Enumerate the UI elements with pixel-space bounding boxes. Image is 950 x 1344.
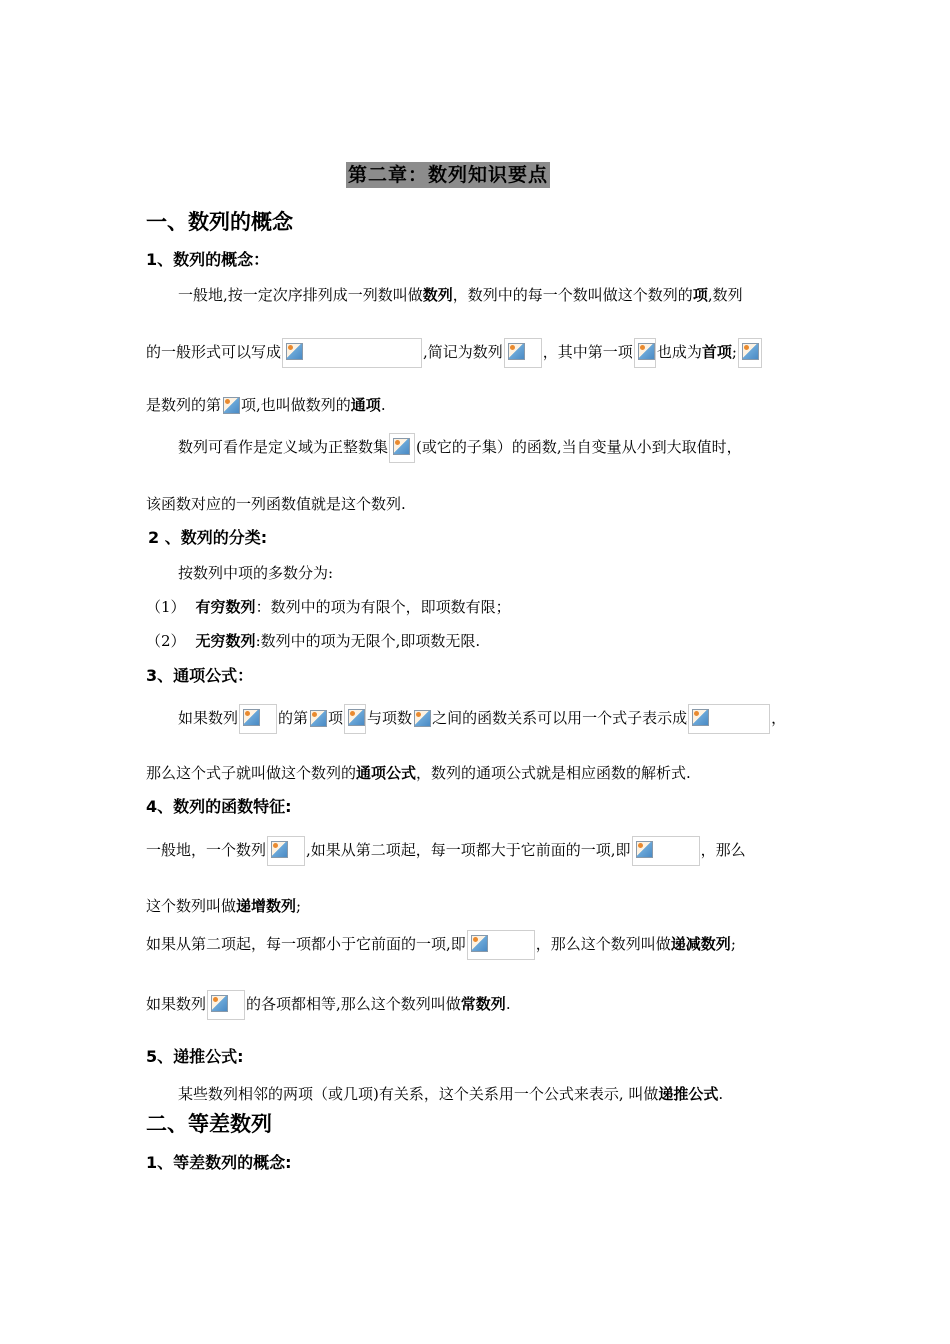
bold-term: 无穷数列 [195, 632, 256, 650]
text: 如果从第二项起，每一项都小于它前面的一项,即 [146, 935, 466, 953]
text: 是数列的第 [146, 396, 222, 414]
list-number: （2） [146, 632, 186, 650]
text: 一般地,按一定次序排列成一列数叫做 [178, 286, 423, 304]
text: 那么这个式子就叫做这个数列的 [146, 764, 357, 782]
list-item [146, 629, 480, 653]
subheading-6: 1、等差数列的概念: [146, 1153, 292, 1172]
bold-term: 首项 [701, 343, 732, 361]
text: ，其中第一项 [542, 343, 633, 361]
text: 数列可看作是定义域为正整数集 [178, 438, 389, 456]
text: ， [771, 709, 787, 727]
bold-term: 项 [692, 286, 708, 304]
formula-image-icon [413, 708, 431, 730]
subheading-1: 1、数列的概念： [146, 250, 270, 269]
paragraph-12 [146, 990, 511, 1020]
text: . [718, 1085, 724, 1103]
text: . [380, 396, 386, 414]
section-heading-2: 二、等差数列 [146, 1112, 272, 1136]
text: ,如果从第二项起，每一项都大于它前面的一项,即 [306, 841, 631, 859]
text: ; [731, 343, 737, 361]
bold-term: 递增数列 [236, 897, 297, 915]
paragraph-10 [146, 894, 301, 918]
bold-term: 通项 [350, 396, 381, 414]
text: ：数列中的项为有限个，即项数有限； [255, 598, 511, 616]
subheading-5: 5、递推公式: [146, 1047, 244, 1066]
text: ，那么 [700, 841, 746, 859]
paragraph-7 [178, 704, 786, 734]
text: 某些数列相邻的两项（或几项)有关系，这个关系用一个公式来表示, 叫做 [178, 1085, 659, 1103]
formula-image-icon [309, 708, 327, 730]
list-item [146, 595, 511, 619]
text: ,简记为数列 [423, 343, 503, 361]
text: 项 [328, 709, 344, 727]
text: 一般地，一个数列 [146, 841, 267, 859]
bold-term: 数列 [422, 286, 453, 304]
text: 的第 [278, 709, 309, 727]
subheading-3: 3、通项公式： [146, 666, 254, 685]
formula-image-icon [267, 836, 305, 866]
text: ，那么这个数列叫做 [535, 935, 671, 953]
bold-term: 递减数列 [670, 935, 731, 953]
text: 的一般形式可以写成 [146, 343, 282, 361]
text: ; [296, 897, 302, 915]
paragraph-6: 按数列中项的多数分为: [178, 564, 334, 582]
text: :数列中的项为无限个,即项数无限. [255, 632, 481, 650]
formula-image-icon [344, 704, 366, 734]
chapter-title: 第二章：数列知识要点 [348, 164, 549, 186]
text: 之间的函数关系可以用一个式子表示成 [432, 709, 688, 727]
paragraph-8 [146, 761, 691, 785]
text: 如果数列 [146, 995, 207, 1013]
paragraph-11 [146, 930, 736, 960]
formula-image-icon [389, 433, 415, 463]
paragraph-4 [178, 433, 742, 463]
bold-term: 通项公式 [356, 764, 417, 782]
section-heading-1: 一、数列的概念 [146, 210, 293, 234]
text: 如果数列 [178, 709, 239, 727]
text: 也成为 [656, 343, 702, 361]
paragraph-9 [146, 836, 746, 866]
formula-image-icon [634, 338, 656, 368]
formula-image-icon [207, 990, 245, 1020]
paragraph-5: 该函数对应的一列函数值就是这个数列. [146, 495, 406, 513]
paragraph-2 [146, 338, 763, 368]
formula-image-icon [467, 930, 535, 960]
bold-term: 递推公式 [658, 1085, 719, 1103]
paragraph-1 [178, 283, 743, 307]
text: ，数列中的每一个数叫做这个数列的 [452, 286, 693, 304]
text: . [505, 995, 511, 1013]
text: ; [730, 935, 736, 953]
text: ,数列 [707, 286, 743, 304]
text: (或它的子集）的函数,当自变量从小到大取值时， [416, 438, 742, 456]
list-number: （1） [146, 598, 186, 616]
formula-image-icon [738, 338, 762, 368]
formula-image-icon [504, 338, 542, 368]
text: 这个数列叫做 [146, 897, 237, 915]
subheading-4: 4、数列的函数特征: [146, 797, 292, 816]
formula-image-icon [632, 836, 700, 866]
paragraph-3 [146, 393, 386, 417]
subheading-2: 2 、数列的分类: [148, 528, 268, 547]
text: 的各项都相等,那么这个数列叫做 [246, 995, 461, 1013]
text: ，数列的通项公式就是相应函数的解析式. [416, 764, 691, 782]
bold-term: 有穷数列 [195, 598, 256, 616]
formula-image-icon [222, 395, 240, 417]
text: 项,也叫做数列的 [241, 396, 351, 414]
text: 与项数 [367, 709, 413, 727]
paragraph-13 [178, 1082, 723, 1106]
formula-image-icon [688, 704, 770, 734]
formula-image-icon [282, 338, 422, 368]
bold-term: 常数列 [460, 995, 506, 1013]
formula-image-icon [239, 704, 277, 734]
